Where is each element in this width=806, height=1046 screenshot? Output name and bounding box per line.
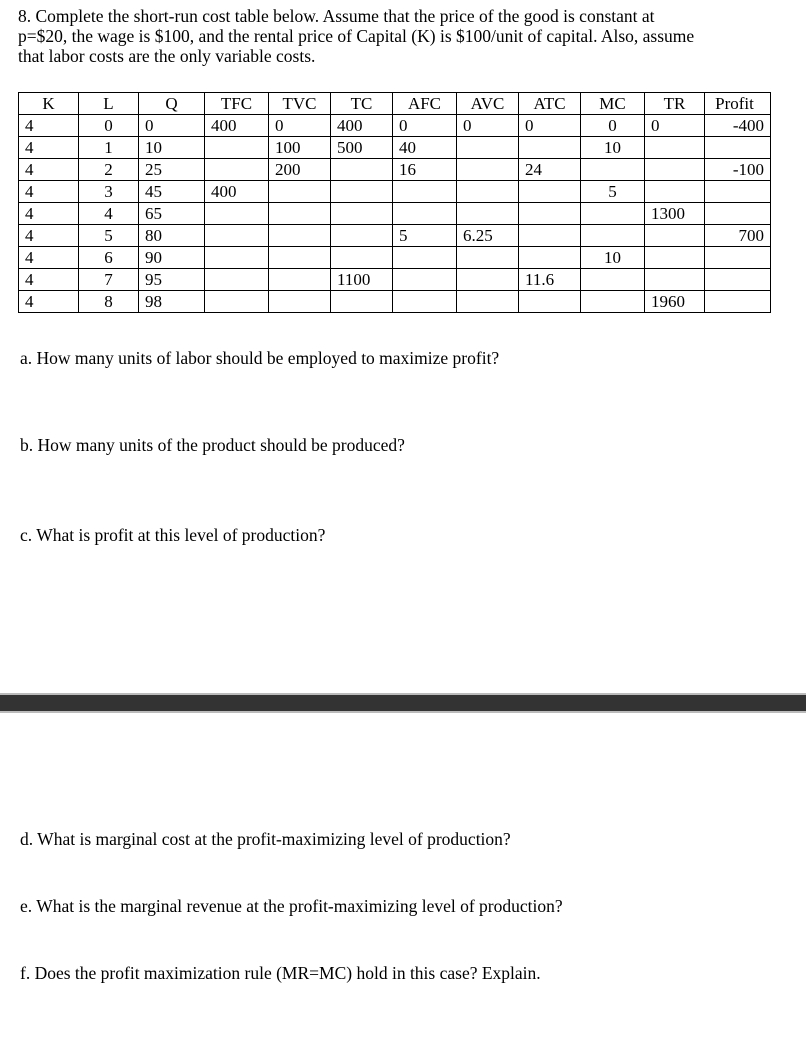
table-cell[interactable]: 4 <box>19 203 79 225</box>
table-cell[interactable]: 90 <box>139 247 205 269</box>
table-cell[interactable]: 4 <box>19 137 79 159</box>
column-header: TFC <box>205 93 269 115</box>
table-cell[interactable]: 4 <box>19 247 79 269</box>
table-cell[interactable] <box>393 291 457 313</box>
table-cell[interactable]: 400 <box>205 115 269 137</box>
table-cell[interactable] <box>581 269 645 291</box>
table-cell[interactable] <box>457 137 519 159</box>
table-cell[interactable]: 25 <box>139 159 205 181</box>
problem-line-1: 8. Complete the short-run cost table below. Assume that the price of the good is constant at <box>18 6 655 26</box>
table-cell[interactable] <box>269 225 331 247</box>
table-cell[interactable] <box>331 181 393 203</box>
table-cell[interactable]: 4 <box>19 115 79 137</box>
table-cell[interactable] <box>457 247 519 269</box>
table-cell[interactable]: 11.6 <box>519 269 581 291</box>
column-header: Q <box>139 93 205 115</box>
table-cell[interactable] <box>705 137 771 159</box>
table-cell[interactable] <box>205 137 269 159</box>
table-cell[interactable] <box>331 159 393 181</box>
table-cell[interactable]: 5 <box>79 225 139 247</box>
table-cell[interactable]: 95 <box>139 269 205 291</box>
table-cell[interactable] <box>393 181 457 203</box>
table-cell[interactable]: 4 <box>19 225 79 247</box>
page-divider <box>0 693 806 713</box>
table-cell[interactable]: 0 <box>645 115 705 137</box>
table-cell[interactable] <box>645 181 705 203</box>
table-cell[interactable] <box>269 291 331 313</box>
table-cell[interactable] <box>205 291 269 313</box>
table-cell[interactable]: 0 <box>581 115 645 137</box>
question-c: c. What is profit at this level of production? <box>20 525 326 545</box>
question-a: a. How many units of labor should be employed to maximize profit? <box>20 348 500 368</box>
table-cell[interactable] <box>457 269 519 291</box>
table-cell[interactable] <box>269 203 331 225</box>
table-cell[interactable]: 5 <box>581 181 645 203</box>
table-cell[interactable]: 65 <box>139 203 205 225</box>
table-cell[interactable] <box>519 181 581 203</box>
table-cell[interactable] <box>645 225 705 247</box>
table-cell[interactable] <box>645 159 705 181</box>
table-cell[interactable]: 98 <box>139 291 205 313</box>
table-cell[interactable] <box>519 247 581 269</box>
table-cell[interactable]: 0 <box>269 115 331 137</box>
table-cell[interactable] <box>457 159 519 181</box>
table-cell[interactable] <box>645 247 705 269</box>
column-header: L <box>79 93 139 115</box>
table-cell[interactable]: 8 <box>79 291 139 313</box>
table-header-row <box>19 93 771 115</box>
table-cell[interactable] <box>457 203 519 225</box>
table-cell[interactable]: 0 <box>519 115 581 137</box>
column-header: TC <box>331 93 393 115</box>
problem-line-2: p=$20, the wage is $100, and the rental price of Capital (K) is $100/unit of capital. Also, assume <box>18 26 695 46</box>
problem-statement <box>18 6 788 66</box>
table-row <box>19 269 771 291</box>
table-cell[interactable] <box>331 291 393 313</box>
table-cell[interactable] <box>581 203 645 225</box>
table-cell[interactable] <box>269 247 331 269</box>
table-row <box>19 181 771 203</box>
table-cell[interactable]: -100 <box>705 159 771 181</box>
table-cell[interactable] <box>269 269 331 291</box>
table-row <box>19 291 771 313</box>
table-cell[interactable]: 6.25 <box>457 225 519 247</box>
table-cell[interactable]: 10 <box>581 247 645 269</box>
cost-table <box>18 92 771 313</box>
table-cell[interactable]: 1100 <box>331 269 393 291</box>
table-cell[interactable]: 40 <box>393 137 457 159</box>
table-cell[interactable] <box>393 247 457 269</box>
table-row <box>19 159 771 181</box>
table-cell[interactable]: 16 <box>393 159 457 181</box>
table-cell[interactable] <box>205 203 269 225</box>
table-cell[interactable] <box>393 203 457 225</box>
table-cell[interactable] <box>331 225 393 247</box>
table-cell[interactable] <box>457 291 519 313</box>
table-cell[interactable]: 24 <box>519 159 581 181</box>
table-cell[interactable] <box>519 203 581 225</box>
table-cell[interactable] <box>705 181 771 203</box>
table-row <box>19 247 771 269</box>
table-cell[interactable]: 5 <box>393 225 457 247</box>
table-cell[interactable] <box>519 291 581 313</box>
table-cell[interactable]: 4 <box>79 203 139 225</box>
table-cell[interactable] <box>205 269 269 291</box>
table-cell[interactable]: 0 <box>457 115 519 137</box>
table-cell[interactable] <box>457 181 519 203</box>
table-cell[interactable] <box>645 137 705 159</box>
table-cell[interactable]: 4 <box>19 159 79 181</box>
table-row <box>19 115 771 137</box>
table-cell[interactable]: 0 <box>139 115 205 137</box>
column-header: Profit <box>705 93 771 115</box>
table-cell[interactable]: 1300 <box>645 203 705 225</box>
table-cell[interactable] <box>205 247 269 269</box>
question-d: d. What is marginal cost at the profit-maximizing level of production? <box>20 829 511 849</box>
table-cell[interactable]: 0 <box>393 115 457 137</box>
table-row <box>19 225 771 247</box>
table-cell[interactable]: 700 <box>705 225 771 247</box>
question-e: e. What is the marginal revenue at the profit-maximizing level of production? <box>20 896 563 916</box>
table-cell[interactable]: 10 <box>139 137 205 159</box>
table-cell[interactable] <box>331 203 393 225</box>
column-header: AFC <box>393 93 457 115</box>
table-cell[interactable] <box>393 269 457 291</box>
column-header: AVC <box>457 93 519 115</box>
table-cell[interactable] <box>705 269 771 291</box>
table-cell[interactable] <box>705 291 771 313</box>
table-cell[interactable]: 400 <box>205 181 269 203</box>
table-cell[interactable] <box>581 225 645 247</box>
table-cell[interactable]: 45 <box>139 181 205 203</box>
table-cell[interactable]: 200 <box>269 159 331 181</box>
table-cell[interactable]: 0 <box>79 115 139 137</box>
table-cell[interactable]: 80 <box>139 225 205 247</box>
table-cell[interactable]: 100 <box>269 137 331 159</box>
table-cell[interactable]: 1960 <box>645 291 705 313</box>
table-cell[interactable] <box>519 137 581 159</box>
column-header: ATC <box>519 93 581 115</box>
table-cell[interactable] <box>705 247 771 269</box>
table-cell[interactable]: 4 <box>19 181 79 203</box>
table-cell[interactable]: 500 <box>331 137 393 159</box>
question-b: b. How many units of the product should be produced? <box>20 435 405 455</box>
table-cell[interactable] <box>645 269 705 291</box>
column-header: TVC <box>269 93 331 115</box>
table-cell[interactable] <box>205 159 269 181</box>
question-f: f. Does the profit maximization rule (MR=MC) hold in this case? Explain. <box>20 963 541 983</box>
table-cell[interactable]: 3 <box>79 181 139 203</box>
table-cell[interactable]: 6 <box>79 247 139 269</box>
column-header: TR <box>645 93 705 115</box>
table-cell[interactable] <box>705 203 771 225</box>
table-cell[interactable] <box>331 247 393 269</box>
column-header: K <box>19 93 79 115</box>
table-row <box>19 137 771 159</box>
table-cell[interactable]: 10 <box>581 137 645 159</box>
table-cell[interactable] <box>581 159 645 181</box>
table-cell[interactable]: 4 <box>19 269 79 291</box>
table-cell[interactable]: -400 <box>705 115 771 137</box>
table-cell[interactable]: 400 <box>331 115 393 137</box>
table-cell[interactable]: 1 <box>79 137 139 159</box>
table-cell[interactable] <box>581 291 645 313</box>
table-cell[interactable] <box>205 225 269 247</box>
table-cell[interactable]: 4 <box>19 291 79 313</box>
column-header: MC <box>581 93 645 115</box>
table-cell[interactable] <box>519 225 581 247</box>
table-cell[interactable]: 2 <box>79 159 139 181</box>
table-cell[interactable]: 7 <box>79 269 139 291</box>
problem-line-3: that labor costs are the only variable costs. <box>18 46 316 66</box>
table-row <box>19 203 771 225</box>
table-cell[interactable] <box>269 181 331 203</box>
